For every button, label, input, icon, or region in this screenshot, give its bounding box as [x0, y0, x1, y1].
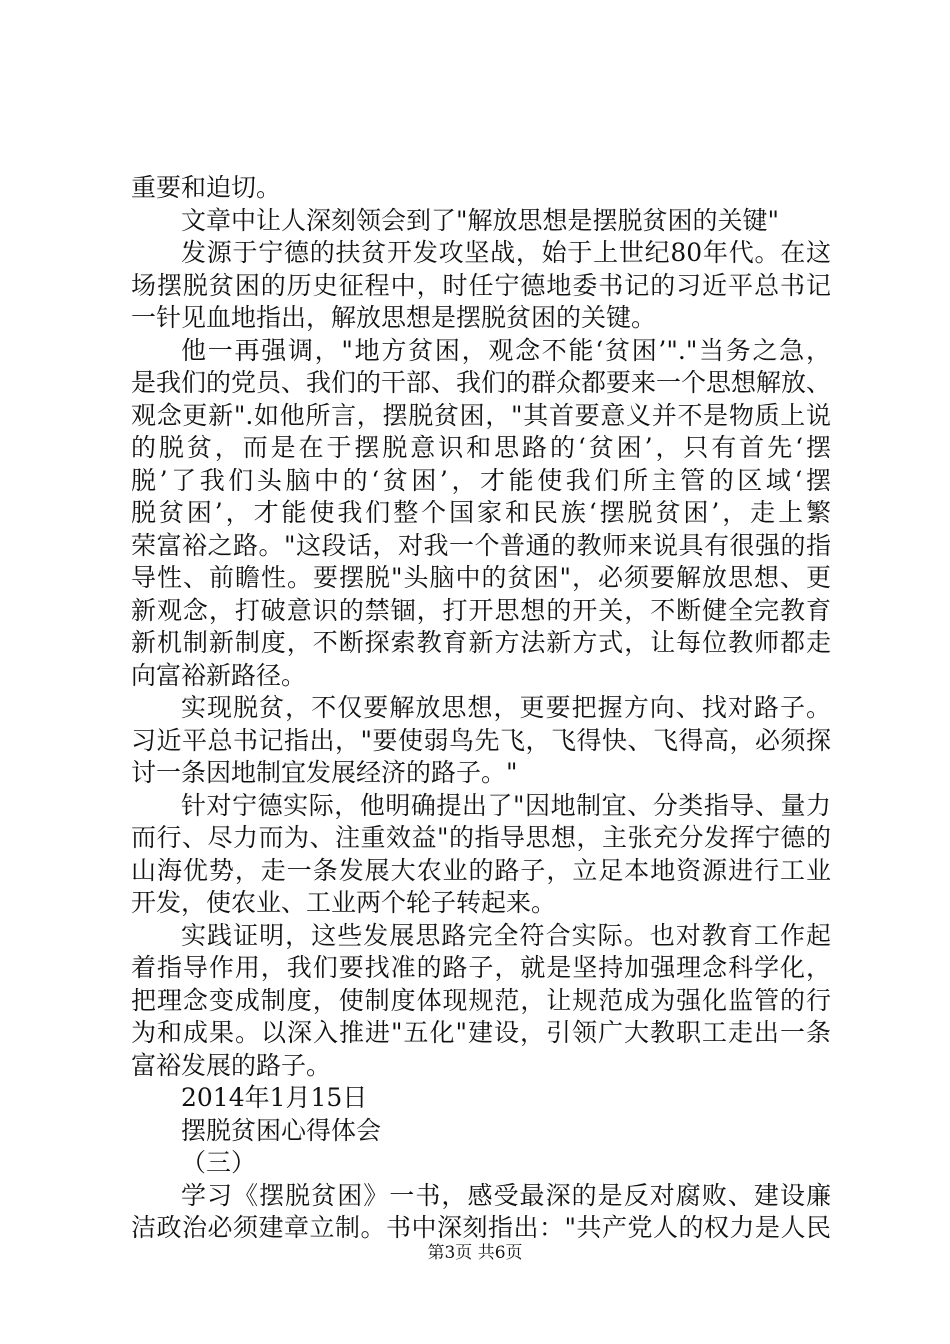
text-line: 实现脱贫，不仅要解放思想，更要把握方向、找对路子。 — [181, 693, 831, 722]
text-line: 脱贫困’，才能使我们整个国家和民族‘摆脱贫困’，走上繁 — [131, 498, 831, 527]
text-line: 观念更新".如他所言，摆脱贫困，"其首要意义并不是物质上说 — [131, 400, 831, 430]
text-line: 为和成果。以深入推进"五化"建设，引领广大教职工走出一条 — [131, 1018, 831, 1047]
text-line: 把理念变成制度，使制度体现规范，让规范成为强化监管的行 — [131, 985, 831, 1015]
text-line: 而行、尽力而为、注重效益"的指导思想，主张充分发挥宁德的 — [131, 823, 831, 852]
text-line: （三） — [181, 1148, 257, 1177]
text-line: 一针见血地指出，解放思想是摆脱贫困的关键。 — [131, 303, 657, 332]
text-line: 着指导作用，我们要找准的路子，就是坚持加强理念科学化， — [131, 953, 831, 982]
text-line: 导性、前瞻性。要摆脱"头脑中的贫困"，必须要解放思想、更 — [131, 563, 831, 592]
text-line: 荣富裕之路。"这段话，对我一个普通的教师来说具有很强的指 — [131, 530, 831, 560]
text-line: 摆脱贫困心得体会 — [181, 1115, 382, 1145]
text-line: 他一再强调，"地方贫困，观念不能‘贫困’"."当务之急， — [181, 335, 831, 365]
text-line: 文章中让人深刻领会到了"解放思想是摆脱贫困的关键" — [181, 205, 780, 235]
text-line: 发源于宁德的扶贫开发攻坚战，始于上世纪80年代。在这 — [181, 238, 831, 267]
text-line: 2014年1月15日 — [181, 1083, 368, 1112]
text-line: 洁政治必须建章立制。书中深刻指出："共产党人的权力是人民 — [131, 1213, 831, 1242]
text-line: 是我们的党员、我们的干部、我们的群众都要来一个思想解放、 — [131, 368, 832, 397]
page-number: 第3页 共6页 — [427, 1243, 523, 1263]
text-line: 开发，使农业、工业两个轮子转起来。 — [131, 888, 557, 917]
text-line: 习近平总书记指出，"要使弱鸟先飞，飞得快、飞得高，必须探 — [131, 725, 831, 755]
text-line: 实践证明，这些发展思路完全符合实际。也对教育工作起 — [181, 920, 831, 950]
text-line: 场摆脱贫困的历史征程中，时任宁德地委书记的习近平总书记 — [131, 270, 831, 300]
text-line: 新机制新制度，不断探索教育新方法新方式，让每位教师都走 — [131, 628, 831, 657]
text-line: 学习《摆脱贫困》一书，感受最深的是反对腐败、建设廉 — [181, 1180, 831, 1210]
text-line: 山海优势，走一条发展大农业的路子，立足本地资源进行工业 — [131, 855, 831, 885]
text-line: 富裕发展的路子。 — [131, 1050, 332, 1080]
text-line: 讨一条因地制宜发展经济的路子。" — [131, 758, 518, 787]
text-line: 针对宁德实际，他明确提出了"因地制宜、分类指导、量力 — [181, 790, 831, 820]
text-line: 脱’了我们头脑中的‘贫困’，才能使我们所主管的区域‘摆 — [131, 465, 831, 495]
text-line: 重要和迫切。 — [131, 173, 282, 202]
text-line: 向富裕新路径。 — [131, 660, 307, 690]
text-line: 的脱贫，而是在于摆脱意识和思路的‘贫困’，只有首先‘摆 — [131, 433, 831, 462]
page-footer — [0, 1242, 950, 1264]
text-line: 新观念，打破意识的禁锢，打开思想的开关，不断健全完教育 — [131, 595, 831, 625]
document-body — [131, 172, 831, 1245]
